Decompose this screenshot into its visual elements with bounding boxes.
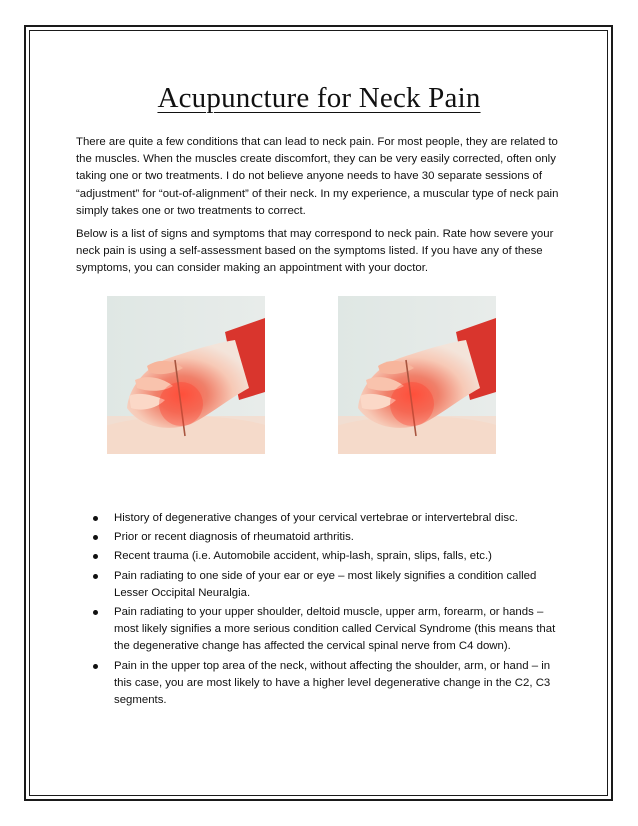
- acupuncture-photo-right: [338, 296, 496, 454]
- list-item: [90, 658, 560, 710]
- acupuncture-photo-left: [107, 296, 265, 454]
- symptoms-list: [90, 510, 560, 711]
- list-item: [90, 510, 560, 527]
- bullet-icon: [93, 664, 98, 669]
- bullet-icon: [93, 554, 98, 559]
- list-item: [90, 529, 560, 546]
- page-title: Acupuncture for Neck Pain: [157, 82, 481, 114]
- list-item-text: Pain in the upper top area of the neck, without affecting the shoulder, arm, or hand – in this case, you are most likely to have a higher level degenerative change in the C2, C3 segments.: [114, 659, 551, 707]
- bullet-icon: [93, 610, 98, 615]
- list-item: [90, 548, 560, 565]
- list-item: [90, 604, 560, 656]
- bullet-icon: [93, 574, 98, 579]
- list-item-text: History of degenerative changes of your cervical vertebrae or intervertebral disc.: [114, 512, 518, 524]
- list-item-text: Recent trauma (i.e. Automobile accident, whip-lash, sprain, slips, falls, etc.): [114, 550, 492, 563]
- list-item-text: Prior or recent diagnosis of rheumatoid arthritis.: [114, 531, 354, 544]
- symptoms-intro-paragraph: Below is a list of signs and symptoms that may correspond to neck pain. Rate how severe your neck pain is using a self-assessment based on the symptoms listed. If you have any of these symptoms, you can consider making an appointment with your doctor.: [76, 228, 554, 275]
- list-item-text: Pain radiating to one side of your ear or eye – most likely signifies a condition called Lesser Occipital Neuralgia.: [114, 569, 537, 599]
- bullet-icon: [93, 516, 98, 521]
- list-item: [90, 568, 560, 602]
- list-item-text: Pain radiating to your upper shoulder, deltoid muscle, upper arm, forearm, or hands – most likely signifies a more serious condition called Cervical Syndrome (this means that the degenerative change has affected the cervical spinal nerve from C4 down).: [114, 606, 556, 653]
- intro-paragraph: There are quite a few conditions that can lead to neck pain. For most people, they are related to the muscles. When the muscles create discomfort, they can be very easily corrected, often only taking one or two treatments. I do not believe anyone needs to have 30 separate sessions of “adjustment” for “out-of-alignment” of their neck. In my experience, a muscular type of neck pain simply takes one or two treatments to correct.: [76, 136, 559, 217]
- bullet-icon: [93, 535, 98, 540]
